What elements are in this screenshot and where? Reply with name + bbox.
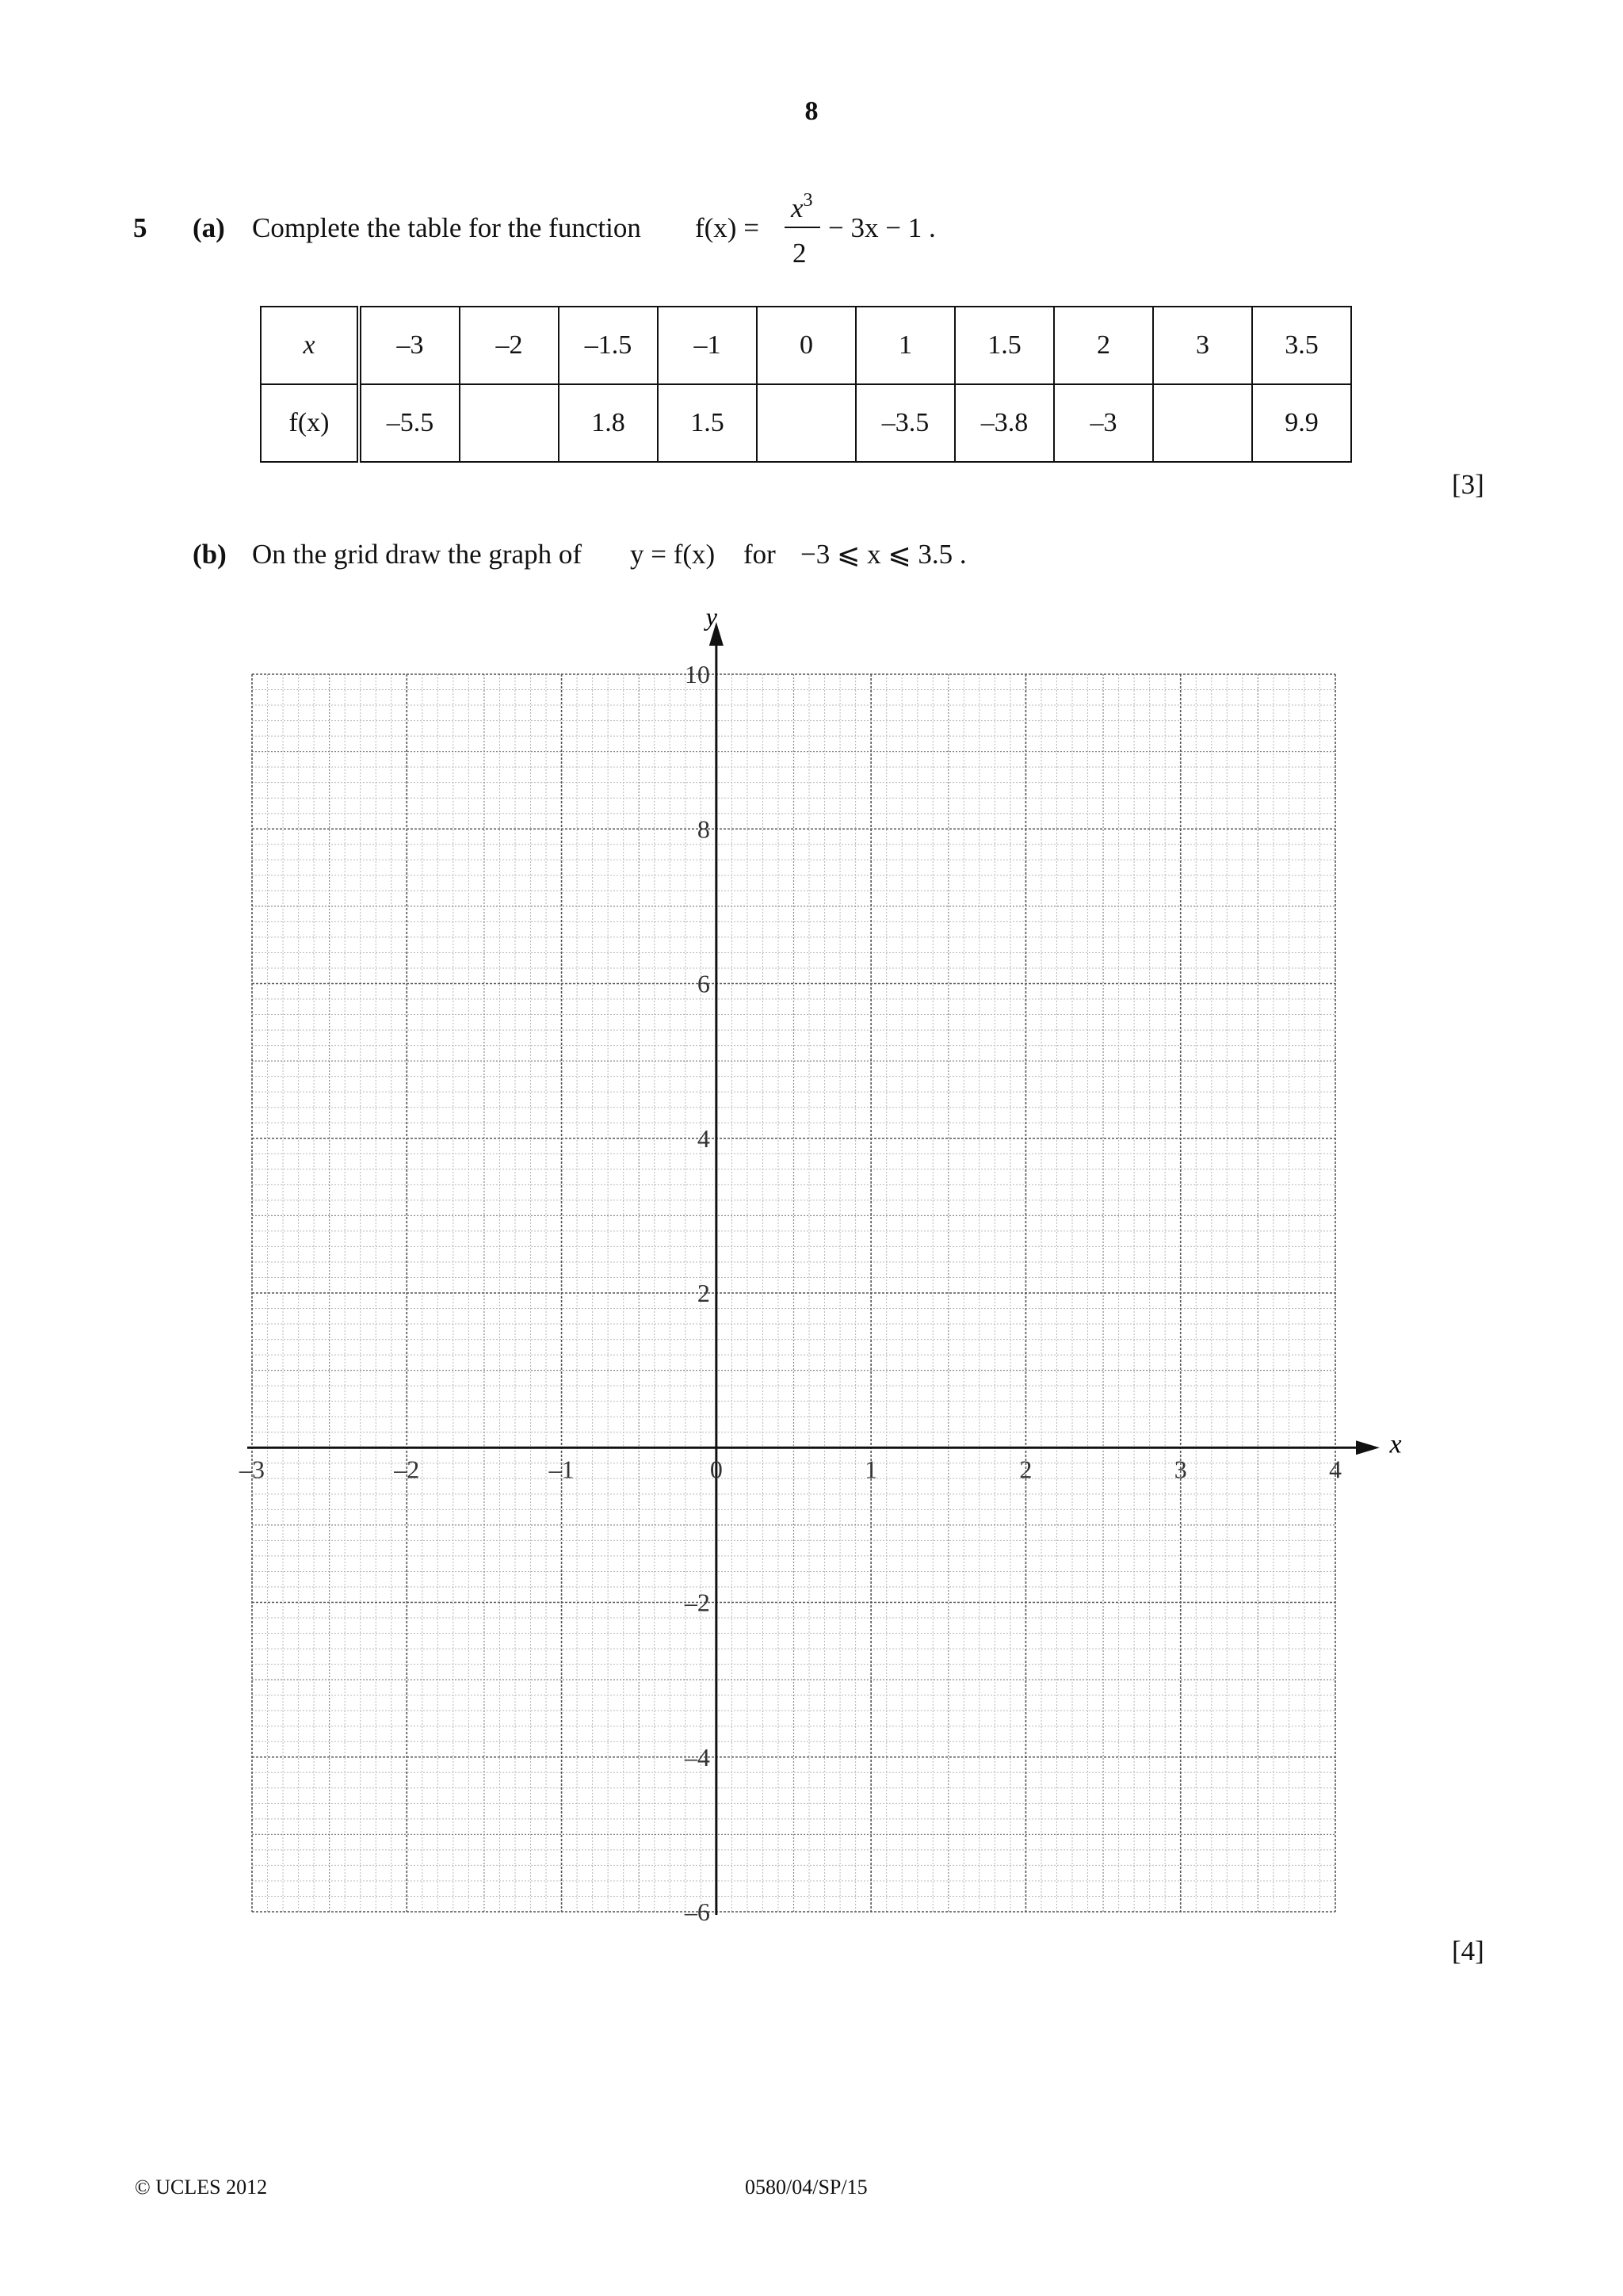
part-b-marks: [4] bbox=[1452, 1936, 1484, 1966]
part-b-label: (b) bbox=[193, 539, 227, 570]
table-cell-x: –2 bbox=[460, 307, 559, 384]
part-a-instruction: Complete the table for the function bbox=[252, 212, 641, 243]
x-tick-label: 2 bbox=[1019, 1455, 1033, 1484]
table-header-fx: f(x) bbox=[261, 384, 359, 462]
question-number: 5 bbox=[133, 212, 147, 243]
table-cell-x: 2 bbox=[1054, 307, 1153, 384]
table-cell-fx: 9.9 bbox=[1252, 384, 1351, 462]
y-axis-label: y bbox=[705, 602, 717, 631]
numerator-x: x bbox=[791, 193, 804, 223]
part-b-instruction: On the grid draw the graph of bbox=[252, 539, 582, 570]
table-cell-x: –1 bbox=[658, 307, 757, 384]
copyright: © UCLES 2012 bbox=[135, 2176, 268, 2199]
y-tick-label: 2 bbox=[697, 1279, 710, 1307]
function-rest: − 3x − 1 . bbox=[828, 212, 936, 243]
fraction-denominator: 2 bbox=[792, 238, 807, 269]
y-tick-label: –2 bbox=[684, 1588, 710, 1617]
y-tick-label: 8 bbox=[697, 814, 710, 844]
x-axis-arrow bbox=[1356, 1440, 1380, 1455]
y-tick-label: 10 bbox=[684, 660, 710, 688]
y-tick-label: –6 bbox=[684, 1897, 710, 1926]
page-number: 8 bbox=[804, 97, 819, 126]
x-tick-label: 3 bbox=[1174, 1455, 1187, 1484]
x-tick-label: –3 bbox=[239, 1455, 265, 1484]
table-cell-x: 3 bbox=[1153, 307, 1252, 384]
table-cell-x: –1.5 bbox=[559, 307, 658, 384]
x-tick-label: 1 bbox=[865, 1455, 878, 1484]
table-cell-fx: 1.5 bbox=[658, 384, 757, 462]
axes bbox=[247, 622, 1380, 1915]
paper-code: 0580/04/SP/15 bbox=[745, 2176, 868, 2199]
table-cell-x: 3.5 bbox=[1252, 307, 1351, 384]
x-tick-label: 4 bbox=[1329, 1455, 1342, 1484]
numerator-exponent: 3 bbox=[803, 190, 813, 211]
table-cell-x: 1.5 bbox=[955, 307, 1054, 384]
table-cell-x: –3 bbox=[359, 307, 460, 384]
x-axis-label: x bbox=[1389, 1429, 1402, 1459]
y-tick-label: –4 bbox=[684, 1742, 710, 1772]
function-name-text: f(x) = bbox=[695, 212, 759, 243]
table-cell-fx: –3.5 bbox=[856, 384, 955, 462]
table-cell-fx: 1.8 bbox=[559, 384, 658, 462]
part-a-label: (a) bbox=[193, 212, 225, 243]
table-cell-x: 0 bbox=[757, 307, 856, 384]
part-b-for: for bbox=[743, 539, 776, 570]
y-tick-label: 6 bbox=[697, 969, 710, 998]
part-b-equation: y = f(x) bbox=[630, 539, 716, 570]
table-cell-fx: –3 bbox=[1054, 384, 1153, 462]
part-a-marks: [3] bbox=[1452, 469, 1484, 500]
part-b-domain: −3 ⩽ x ⩽ 3.5 . bbox=[800, 539, 967, 570]
x-tick-label: –2 bbox=[394, 1455, 420, 1484]
x-tick-label: 0 bbox=[709, 1455, 723, 1484]
table-header-x: x bbox=[261, 307, 359, 384]
table-cell-fx: –5.5 bbox=[359, 384, 460, 462]
table-cell-fx: –3.8 bbox=[955, 384, 1054, 462]
table-cell-x: 1 bbox=[856, 307, 955, 384]
x-tick-label: –1 bbox=[548, 1455, 575, 1484]
y-tick-label: 4 bbox=[697, 1123, 710, 1153]
